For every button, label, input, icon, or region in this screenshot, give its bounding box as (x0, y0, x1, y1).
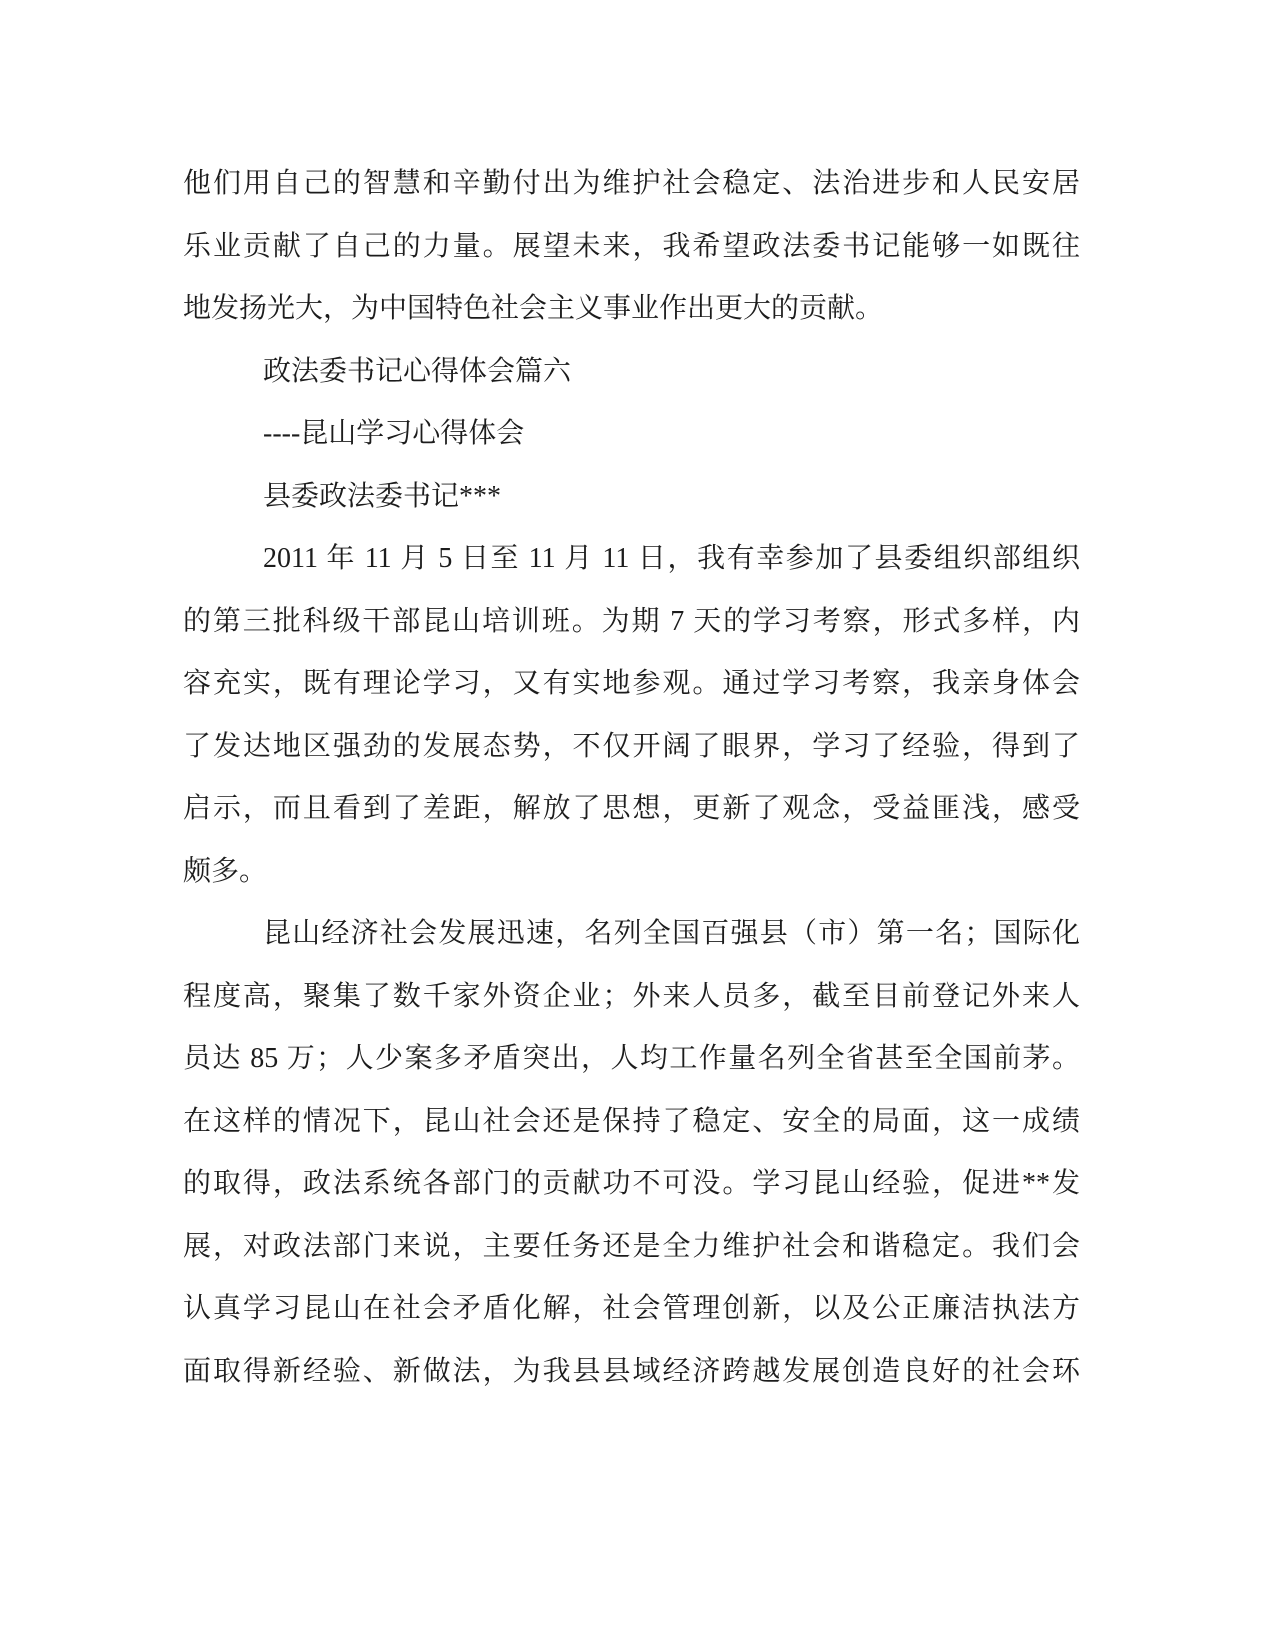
text-line: 2011 年 11 月 5 日至 11 月 11 日，我有幸参加了县委组织部组织 (263, 543, 1080, 574)
text-line: 员达 85 万；人少案多矛盾突出，人均工作量名列全省甚至全国前茅。 (183, 1043, 1080, 1074)
text-line: 启示，而且看到了差距，解放了思想，更新了观念，受益匪浅，感受 (183, 793, 1080, 824)
text-line: 乐业贡献了自己的力量。展望未来，我希望政法委书记能够一如既往 (183, 230, 1080, 262)
text-line: 了发达地区强劲的发展态势，不仅开阔了眼界，学习了经验，得到了 (183, 730, 1080, 762)
text-line: 的取得，政法系统各部门的贡献功不可没。学习昆山经验，促进**发 (183, 1168, 1080, 1199)
text-line: 颇多。 (183, 855, 268, 887)
text-line: 县委政法委书记*** (263, 480, 502, 512)
text-line: 在这样的情况下，昆山社会还是保持了稳定、安全的局面，这一成绩 (183, 1105, 1080, 1137)
text-line: 容充实，既有理论学习，又有实地参观。通过学习考察，我亲身体会 (183, 668, 1080, 699)
text-line: 程度高，聚集了数千家外资企业；外来人员多，截至目前登记外来人 (183, 980, 1080, 1012)
text-line: 的第三批科级干部昆山培训班。为期 7 天的学习考察，形式多样，内 (183, 605, 1080, 637)
text-line: 面取得新经验、新做法，为我县县域经济跨越发展创造良好的社会环 (183, 1355, 1080, 1387)
text-line: 展，对政法部门来说，主要任务还是全力维护社会和谐稳定。我们会 (183, 1230, 1080, 1262)
text-line: 昆山经济社会发展迅速，名列全国百强县（市）第一名；国际化 (263, 918, 1080, 949)
text-line: ----昆山学习心得体会 (263, 418, 525, 449)
text-line: 政法委书记心得体会篇六 (263, 355, 572, 387)
text-line: 认真学习昆山在社会矛盾化解，社会管理创新，以及公正廉洁执法方 (183, 1293, 1080, 1324)
text-line: 他们用自己的智慧和辛勤付出为维护社会稳定、法治进步和人民安居 (183, 168, 1080, 199)
text-line: 地发扬光大，为中国特色社会主义事业作出更大的贡献。 (183, 293, 884, 324)
document-text-block (183, 153, 1080, 1403)
